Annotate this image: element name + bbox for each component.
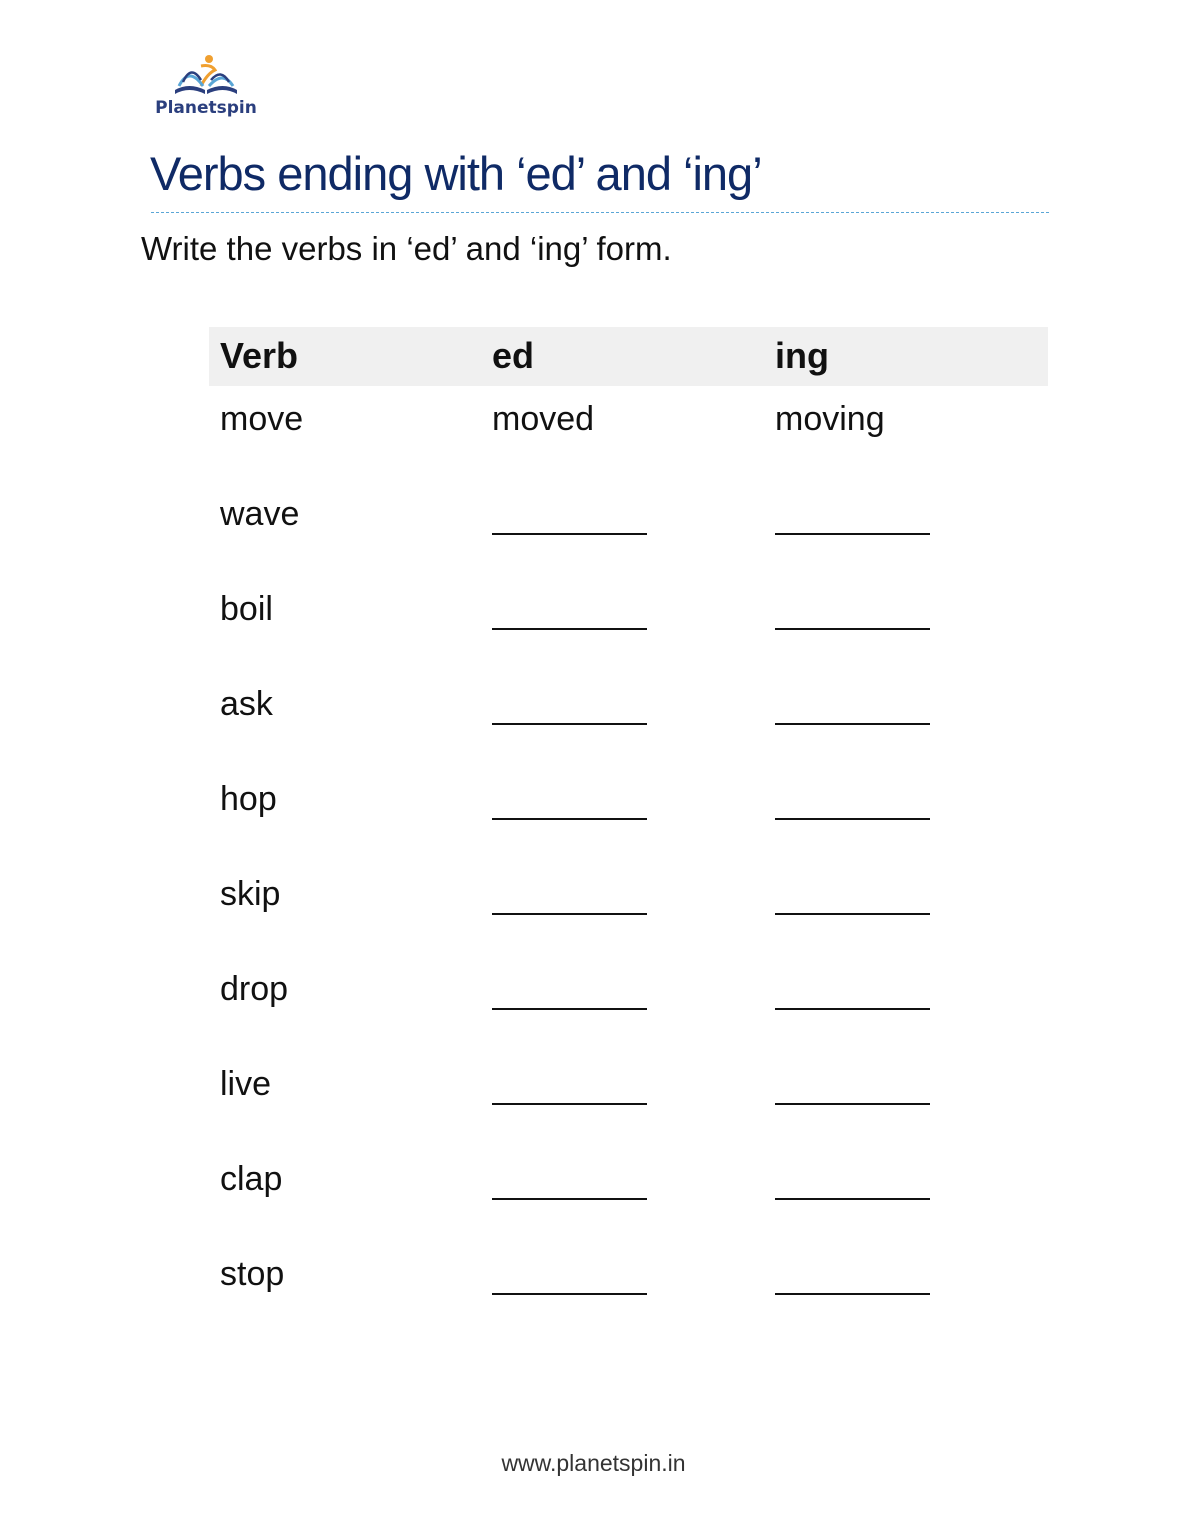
ing-cell: moving [775, 400, 885, 438]
table-row [209, 671, 1048, 766]
ing-blank[interactable] [775, 723, 930, 725]
footer-website: www.planetspin.in [501, 1450, 686, 1476]
ed-blank[interactable] [492, 723, 647, 725]
table-row [209, 766, 1048, 861]
ing-blank[interactable] [775, 1103, 930, 1105]
table-row [209, 576, 1048, 671]
table-row [209, 956, 1048, 1051]
ing-blank[interactable] [775, 1198, 930, 1200]
header-ing: ing [775, 335, 829, 376]
table-row [209, 386, 1048, 481]
header-ed: ed [492, 335, 535, 376]
table-row [209, 1146, 1048, 1241]
ed-blank[interactable] [492, 1198, 647, 1200]
verb-cell: skip [220, 875, 281, 913]
verb-cell: drop [220, 970, 289, 1008]
ed-blank[interactable] [492, 1293, 647, 1295]
ed-blank[interactable] [492, 913, 647, 915]
book-logo-icon [171, 52, 241, 96]
verb-cell: live [220, 1065, 272, 1103]
verb-cell: stop [220, 1255, 285, 1293]
verb-cell: wave [220, 495, 300, 533]
verb-cell: hop [220, 780, 277, 818]
table-row [209, 1241, 1048, 1336]
instructions: Write the verbs in ‘ed’ and ‘ing’ form. [141, 230, 672, 267]
ing-blank[interactable] [775, 1293, 930, 1295]
table-row [209, 1051, 1048, 1146]
divider [151, 212, 1049, 213]
verb-cell: ask [220, 685, 273, 723]
ing-blank[interactable] [775, 1008, 930, 1010]
verb-cell: move [220, 400, 304, 438]
ed-blank[interactable] [492, 818, 647, 820]
logo [150, 52, 262, 118]
table-row [209, 481, 1048, 576]
ing-blank[interactable] [775, 628, 930, 630]
ed-blank[interactable] [492, 1008, 647, 1010]
header-verb: Verb [220, 335, 299, 376]
ed-blank[interactable] [492, 1103, 647, 1105]
ed-cell: moved [492, 400, 595, 438]
verbs-table [209, 327, 1048, 1336]
ed-blank[interactable] [492, 628, 647, 630]
verb-cell: boil [220, 590, 273, 628]
table-row [209, 861, 1048, 956]
ing-blank[interactable] [775, 533, 930, 535]
ing-blank[interactable] [775, 818, 930, 820]
ing-blank[interactable] [775, 913, 930, 915]
ed-blank[interactable] [492, 533, 647, 535]
page-title: Verbs ending with ‘ed’ and ‘ing’ [150, 147, 762, 200]
verb-cell: clap [220, 1160, 283, 1198]
table-header [209, 327, 1048, 386]
logo-text: Planetspin [155, 98, 257, 118]
